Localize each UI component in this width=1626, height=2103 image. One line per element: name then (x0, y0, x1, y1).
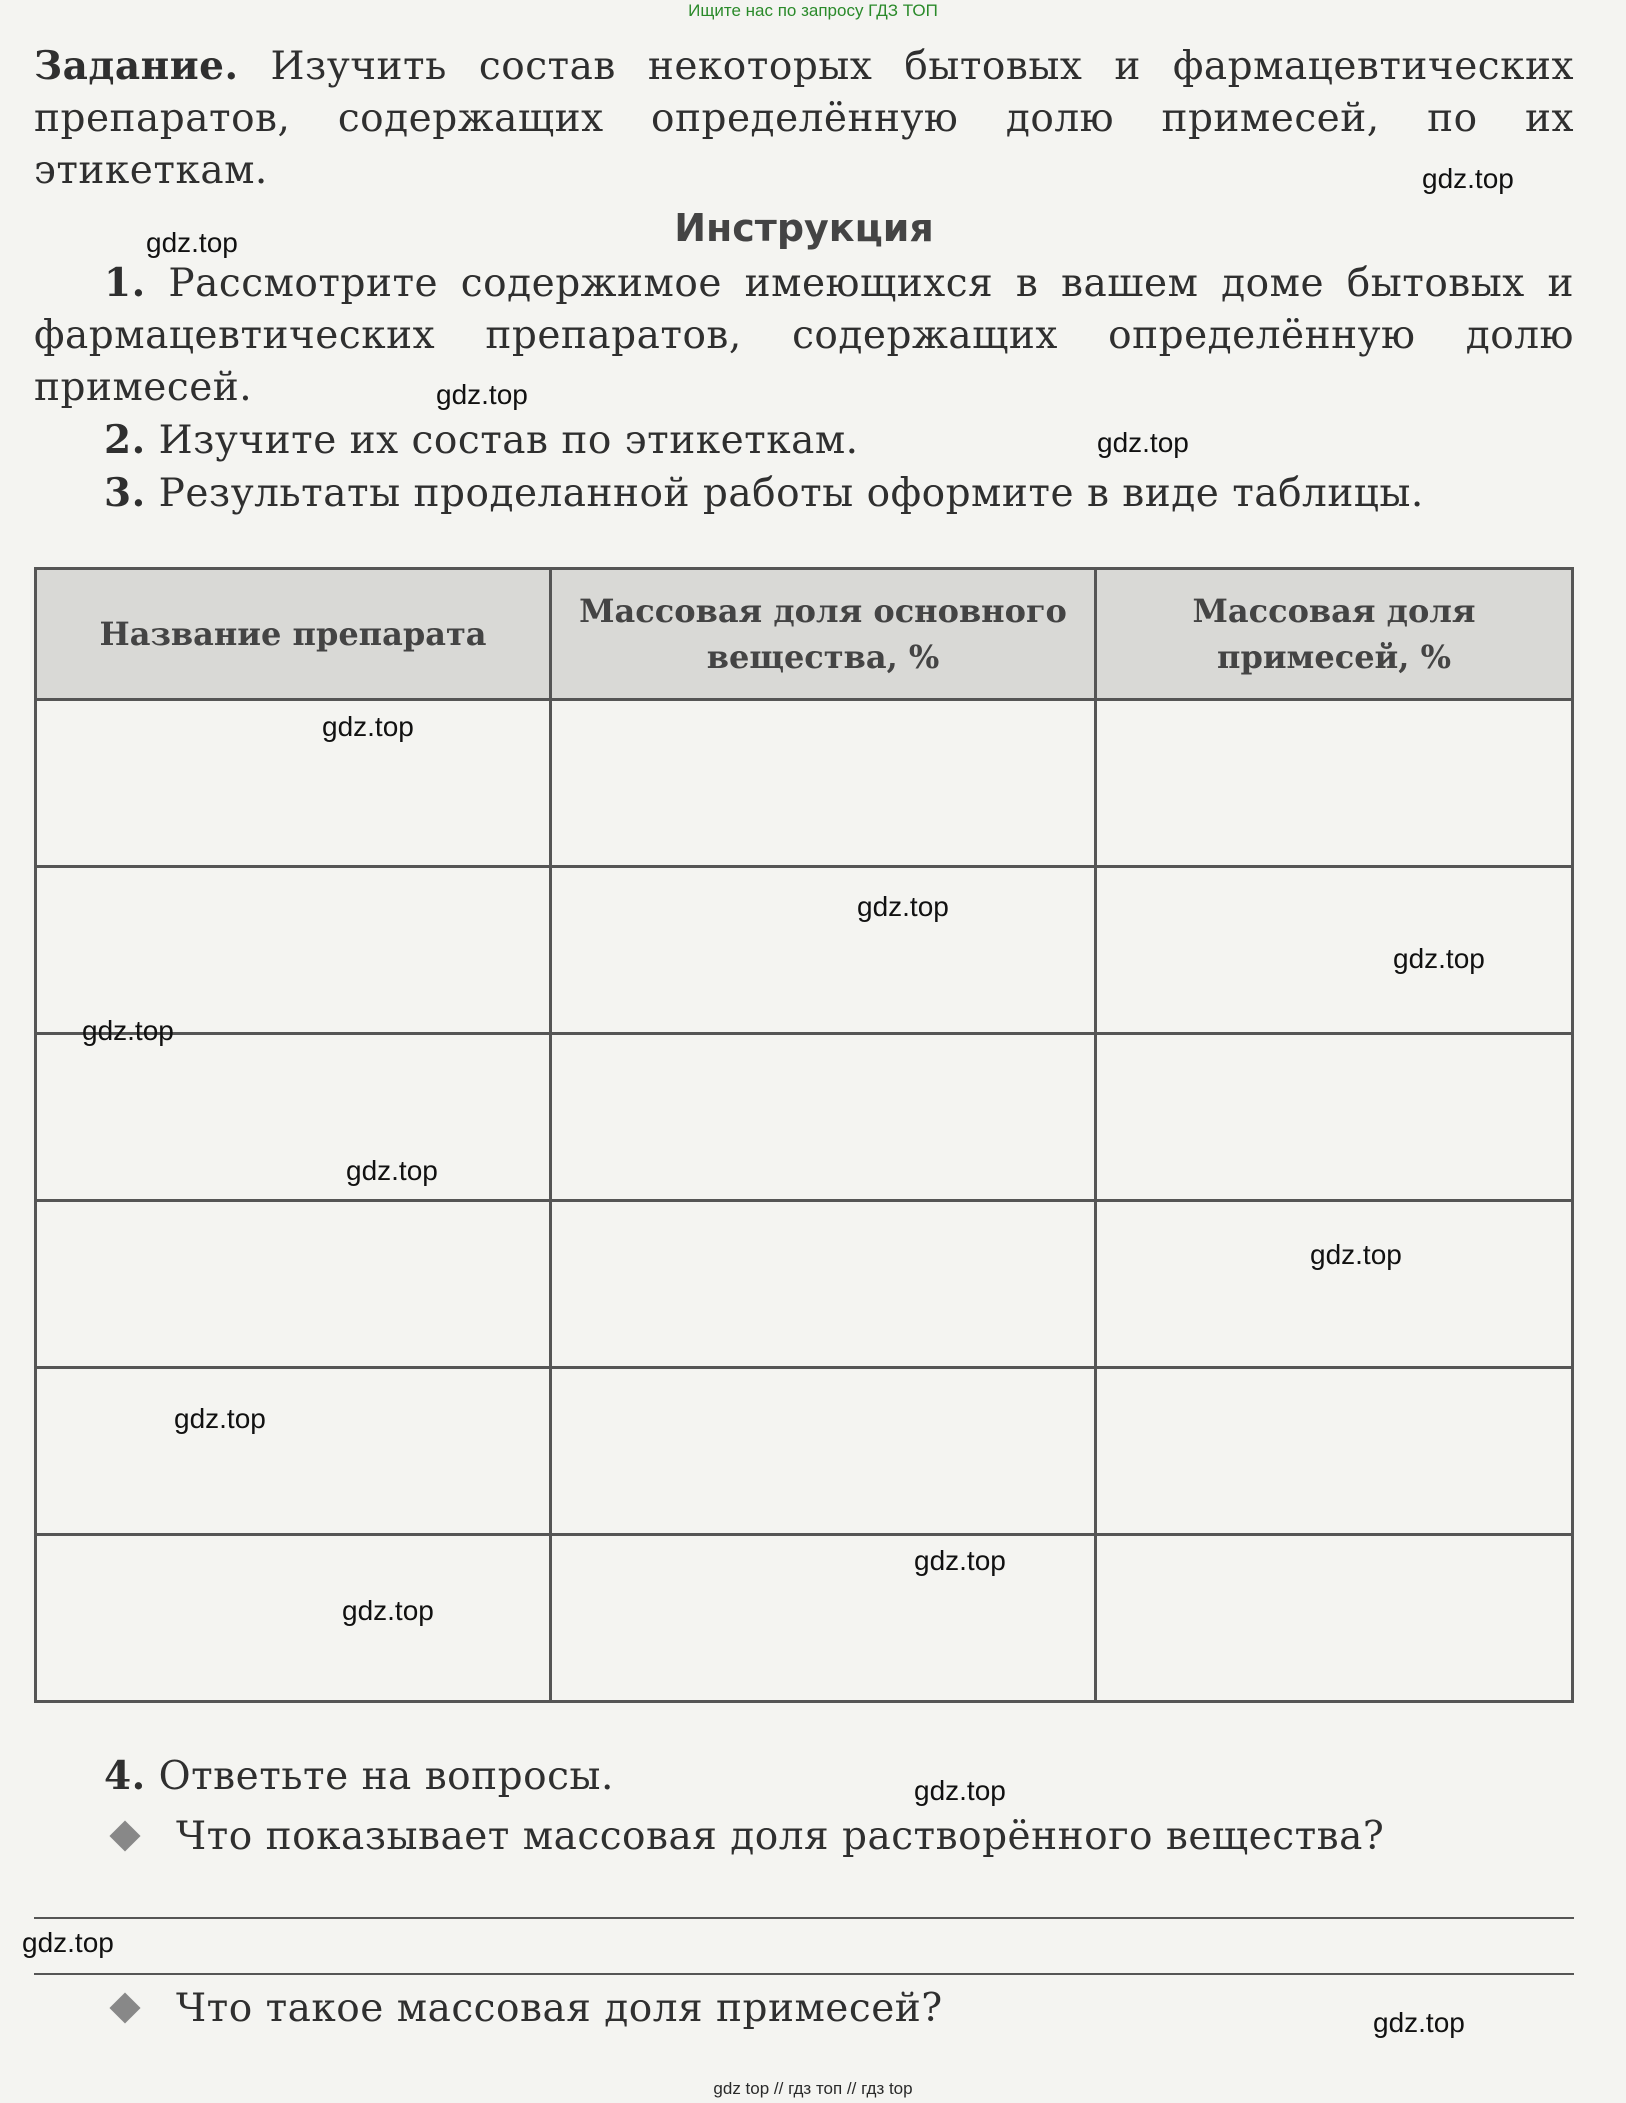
table-row (36, 700, 1573, 867)
task-section (34, 40, 1574, 520)
table-cell[interactable] (36, 1368, 551, 1535)
task-text: Изучить состав некоторых бытовых и фармацевтических препаратов, содержащих определённую долю примесей, по их этикеткам. (34, 44, 1574, 193)
table-header-row (36, 569, 1573, 700)
questions-heading (34, 1750, 1574, 1803)
watermark[interactable]: gdz.top (82, 1015, 174, 1046)
header-impurities: Массовая доля примесей, % (1096, 569, 1573, 700)
question-text: Что такое массовая доля примесей? (176, 1986, 943, 2031)
watermark[interactable]: gdz.top (1393, 943, 1485, 974)
table-cell[interactable] (1096, 1368, 1573, 1535)
table-cell[interactable] (1096, 867, 1573, 1034)
table-cell[interactable] (36, 1535, 551, 1702)
step-number: 3. (104, 470, 146, 516)
results-table (34, 567, 1574, 1703)
step-text: Рассмотрите содержимое имеющихся в вашем доме бытовых и фармацевтических препаратов, содержащих определённую долю примесей. (34, 261, 1574, 410)
table-cell[interactable] (36, 700, 551, 867)
watermark[interactable]: gdz.top (346, 1155, 438, 1186)
table-row (36, 1034, 1573, 1201)
table-cell[interactable] (36, 867, 551, 1034)
step-number: 1. (104, 260, 146, 306)
watermark[interactable]: gdz.top (857, 891, 949, 922)
table-cell[interactable] (1096, 1535, 1573, 1702)
table-cell[interactable] (551, 867, 1096, 1034)
watermark[interactable]: gdz.top (146, 227, 238, 258)
table-cell[interactable] (36, 1034, 551, 1201)
table-cell[interactable] (1096, 1034, 1573, 1201)
questions-heading-text: Ответьте на вопросы. (145, 1754, 614, 1799)
answer-line[interactable] (34, 1863, 1574, 1919)
table-row (36, 867, 1573, 1034)
table-cell[interactable] (551, 1034, 1096, 1201)
questions-section (34, 1750, 1574, 2035)
header-product-name: Название препарата (36, 569, 551, 700)
watermark[interactable]: gdz.top (174, 1403, 266, 1434)
watermark[interactable]: gdz.top (914, 1545, 1006, 1576)
bottom-banner[interactable]: gdz top // гдз топ // гдз top (713, 2079, 913, 2098)
table-cell[interactable] (551, 700, 1096, 867)
table-cell[interactable] (551, 1201, 1096, 1368)
table-row (36, 1201, 1573, 1368)
step-text: Результаты проделанной работы оформите в виде таблицы. (145, 471, 1424, 516)
top-banner[interactable]: Ищите нас по запросу ГДЗ ТОП (688, 1, 938, 20)
table-row (36, 1535, 1573, 1702)
step-2 (34, 414, 1574, 467)
answer-line[interactable] (34, 1919, 1574, 1975)
table-cell[interactable] (551, 1535, 1096, 1702)
task-label: Задание. (34, 43, 239, 89)
header-main-substance: Массовая доля основного вещества, % (551, 569, 1096, 700)
task-paragraph (34, 40, 1574, 197)
question-item (34, 1811, 1574, 1863)
table-row (36, 1368, 1573, 1535)
table-cell[interactable] (36, 1201, 551, 1368)
watermark[interactable]: gdz.top (1310, 1239, 1402, 1270)
table-cell[interactable] (551, 1368, 1096, 1535)
step-number: 2. (104, 417, 146, 463)
watermark[interactable]: gdz.top (342, 1595, 434, 1626)
watermark[interactable]: gdz.top (1097, 427, 1189, 458)
watermark[interactable]: gdz.top (914, 1775, 1006, 1806)
question-text: Что показывает массовая доля растворённого вещества? (176, 1814, 1385, 1859)
table-cell[interactable] (1096, 700, 1573, 867)
question-number: 4. (104, 1753, 146, 1799)
watermark[interactable]: gdz.top (22, 1927, 114, 1958)
watermark[interactable]: gdz.top (436, 379, 528, 410)
watermark[interactable]: gdz.top (322, 711, 414, 742)
question-item (34, 1983, 1574, 2035)
step-text: Изучите их состав по этикеткам. (145, 418, 859, 463)
watermark[interactable]: gdz.top (1373, 2007, 1465, 2038)
step-3 (34, 467, 1574, 520)
watermark[interactable]: gdz.top (1422, 163, 1514, 194)
instruction-heading: Инструкция (674, 206, 934, 250)
step-1 (34, 257, 1574, 414)
table-cell[interactable] (1096, 1201, 1573, 1368)
